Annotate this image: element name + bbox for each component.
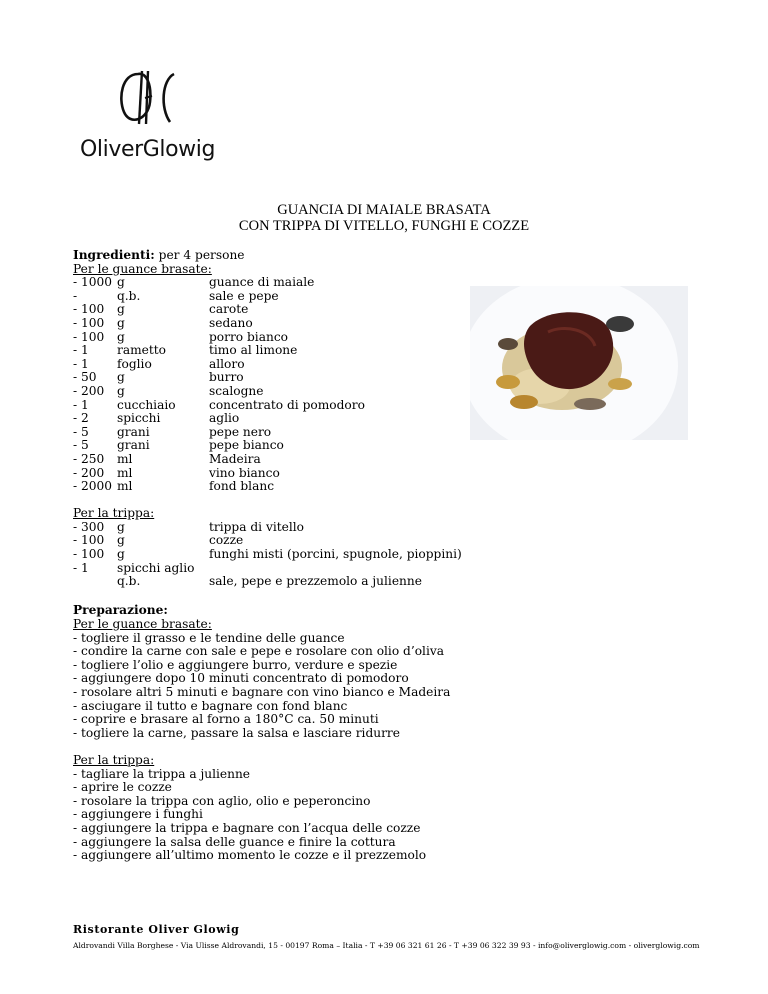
ingredient-qty: - 1: [73, 356, 89, 371]
ingredients-heading: Ingredienti:: [73, 248, 155, 262]
servings: per 4 persone: [154, 248, 245, 262]
ingredient-unit: grani: [117, 424, 150, 439]
preparation-step: [73, 686, 533, 700]
ingredient-name: pepe nero: [209, 424, 272, 439]
recipe-title: [0, 202, 768, 234]
ingredient-name: sale, pepe e prezzemolo a julienne: [209, 574, 422, 589]
ingredient-name: concentrato di pomodoro: [209, 397, 365, 412]
guance-subheading: Per le guance brasate:: [73, 261, 212, 276]
title-line-1: GUANCIA DI MAIALE BRASATA: [277, 202, 491, 218]
preparation-step: [73, 727, 533, 741]
ingredient-name: fond blanc: [209, 479, 275, 494]
ingredient-qty: - 100: [73, 315, 105, 330]
logo: [80, 68, 220, 168]
ingredient-row: [73, 562, 533, 576]
prep-guance-steps: [73, 632, 533, 741]
step-text: - tagliare la trippa a julienne: [73, 766, 251, 781]
ingredient-row: [73, 331, 533, 345]
ingredient-name: burro: [209, 370, 244, 385]
ingredient-unit: g: [117, 275, 125, 290]
ingredient-row: [73, 412, 533, 426]
step-text: - togliere la carne, passare la salsa e lasciare ridurre: [73, 725, 400, 740]
ingredient-unit: cucchiaio: [117, 397, 176, 412]
ingredient-qty: - 1: [73, 560, 89, 575]
preparation-step: [73, 836, 533, 850]
ingredient-qty: - 100: [73, 547, 105, 562]
ingredient-name: sale e pepe: [209, 288, 279, 303]
step-text: - aggiungere la salsa delle guance e finire la cottura: [73, 834, 396, 849]
preparation-step: [73, 795, 533, 809]
ingredient-row: [73, 480, 533, 494]
ingredient-name: carote: [209, 302, 249, 317]
step-text: - asciugare il tutto e bagnare con fond blanc: [73, 698, 348, 713]
ingredient-unit: q.b.: [117, 288, 141, 303]
ingredient-unit: ml: [117, 479, 133, 494]
preparation-heading: Preparazione:: [73, 603, 168, 618]
prep-trippa-steps: [73, 768, 533, 863]
ingredient-row: [73, 371, 533, 385]
ingredient-qty: - 250: [73, 451, 105, 466]
step-text: - aprire le cozze: [73, 780, 172, 795]
ingredient-unit: g: [117, 547, 125, 562]
ingredient-unit: g: [117, 329, 125, 344]
ingredient-qty: - 5: [73, 438, 89, 453]
ingredient-row: [73, 399, 533, 413]
ingredient-name: porro bianco: [209, 329, 288, 344]
ingredient-unit: foglio: [117, 356, 152, 371]
preparation-step: [73, 849, 533, 863]
ingredient-name: cozze: [209, 533, 244, 548]
ingredient-unit: q.b.: [117, 574, 141, 589]
step-text: - coprire e brasare al forno a 180°C ca. 50 minuti: [73, 712, 379, 727]
step-text: - togliere l’olio e aggiungere burro, verdure e spezie: [73, 657, 398, 672]
dish-illustration: [470, 286, 688, 440]
step-text: - condire la carne con sale e pepe e rosolare con olio d’oliva: [73, 644, 444, 659]
ingredient-row: [73, 344, 533, 358]
ingredient-row: [73, 317, 533, 331]
ingredient-unit: spicchi: [117, 411, 161, 426]
ingredient-name: vino bianco: [209, 465, 280, 480]
step-text: - aggiungere i funghi: [73, 807, 203, 822]
ingredient-row: [73, 426, 533, 440]
ingredient-name: aglio: [209, 411, 240, 426]
ingredient-row: [73, 439, 533, 453]
step-text: - rosolare la trippa con aglio, olio e peperoncino: [73, 793, 371, 808]
ingredient-unit: g: [117, 370, 125, 385]
ingredient-unit: g: [117, 519, 125, 534]
monogram-icon: [108, 68, 188, 128]
preparation-step: [73, 632, 533, 646]
preparation-step: [73, 822, 533, 836]
ingredient-row: [73, 358, 533, 372]
ingredient-unit: ml: [117, 465, 133, 480]
ingredient-name: sedano: [209, 315, 253, 330]
preparation-step: [73, 659, 533, 673]
ingredient-row: [73, 534, 533, 548]
step-text: - aggiungere all’ultimo momento le cozze e il prezzemolo: [73, 848, 427, 863]
ingredient-name: guance di maiale: [209, 275, 315, 290]
ingredient-qty: - 1000: [73, 275, 113, 290]
ingredient-qty: - 200: [73, 465, 105, 480]
ingredient-name: trippa di vitello: [209, 519, 304, 534]
step-text: - rosolare altri 5 minuti e bagnare con vino bianco e Madeira: [73, 685, 451, 699]
ingredient-qty: - 100: [73, 329, 105, 344]
step-text: - togliere il grasso e le tendine delle guance: [73, 630, 345, 645]
ingredient-qty: -: [73, 288, 78, 303]
preparation-step: [73, 781, 533, 795]
ingredient-qty: - 5: [73, 424, 89, 439]
ingredients-heading-row: [73, 249, 533, 263]
guance-ingredient-list: [73, 276, 533, 494]
ingredient-unit: spicchi aglio: [117, 560, 195, 575]
footer-address: Aldrovandi Villa Borghese - Via Ulisse Aldrovandi, 15 - 00197 Roma – Italia - T +39 06 321 61 26 - T +39 06 322 39 93 - info@oliverglowig.com - oliverglowig.com: [73, 941, 700, 950]
ingredient-qty: - 100: [73, 533, 105, 548]
ingredient-name: scalogne: [209, 383, 264, 398]
preparation-step: [73, 672, 533, 686]
ingredient-row: [73, 276, 533, 290]
ingredient-row: [73, 467, 533, 481]
ingredient-qty: - 200: [73, 383, 105, 398]
preparation-step: [73, 768, 533, 782]
ingredient-name: timo al limone: [209, 343, 298, 358]
ingredient-row: [73, 521, 533, 535]
ingredient-row: [73, 548, 533, 562]
trippa-ingredient-list: [73, 521, 533, 589]
ingredient-qty: - 1: [73, 343, 89, 358]
ingredient-row: [73, 303, 533, 317]
prep-trippa-subheading: Per la trippa:: [73, 752, 155, 767]
ingredient-row: [73, 575, 533, 589]
ingredient-row: [73, 385, 533, 399]
logo-wordmark: OliverGlowig: [80, 137, 216, 162]
dish-photo: [470, 286, 688, 440]
preparation-step: [73, 700, 533, 714]
ingredient-row: [73, 453, 533, 467]
ingredient-unit: grani: [117, 438, 150, 453]
ingredient-qty: - 2000: [73, 479, 113, 494]
ingredient-qty: - 2: [73, 411, 89, 426]
ingredient-name: pepe bianco: [209, 438, 284, 453]
ingredient-qty: - 1: [73, 397, 89, 412]
trippa-subheading: Per la trippa:: [73, 506, 155, 521]
recipe-content: [73, 249, 533, 863]
title-line-2: CON TRIPPA DI VITELLO, FUNGHI E COZZE: [238, 218, 530, 234]
ingredient-unit: ml: [117, 451, 133, 466]
ingredient-name: alloro: [209, 356, 245, 371]
ingredient-name: Madeira: [209, 451, 261, 466]
ingredient-unit: g: [117, 302, 125, 317]
ingredient-row: [73, 290, 533, 304]
preparation-step: [73, 645, 533, 659]
prep-guance-subheading: Per le guance brasate:: [73, 617, 212, 632]
step-text: - aggiungere dopo 10 minuti concentrato di pomodoro: [73, 671, 409, 686]
ingredient-unit: g: [117, 533, 125, 548]
footer-restaurant-name: Ristorante Oliver Glowig: [73, 923, 240, 936]
ingredient-unit: g: [117, 315, 125, 330]
ingredient-unit: g: [117, 383, 125, 398]
ingredient-unit: rametto: [117, 343, 166, 358]
step-text: - aggiungere la trippa e bagnare con l’acqua delle cozze: [73, 820, 421, 835]
ingredient-name: funghi misti (porcini, spugnole, pioppini): [209, 547, 462, 562]
ingredient-qty: - 50: [73, 370, 97, 385]
ingredient-qty: - 300: [73, 519, 105, 534]
preparation-step: [73, 713, 533, 727]
ingredient-qty: - 100: [73, 302, 105, 317]
preparation-step: [73, 808, 533, 822]
